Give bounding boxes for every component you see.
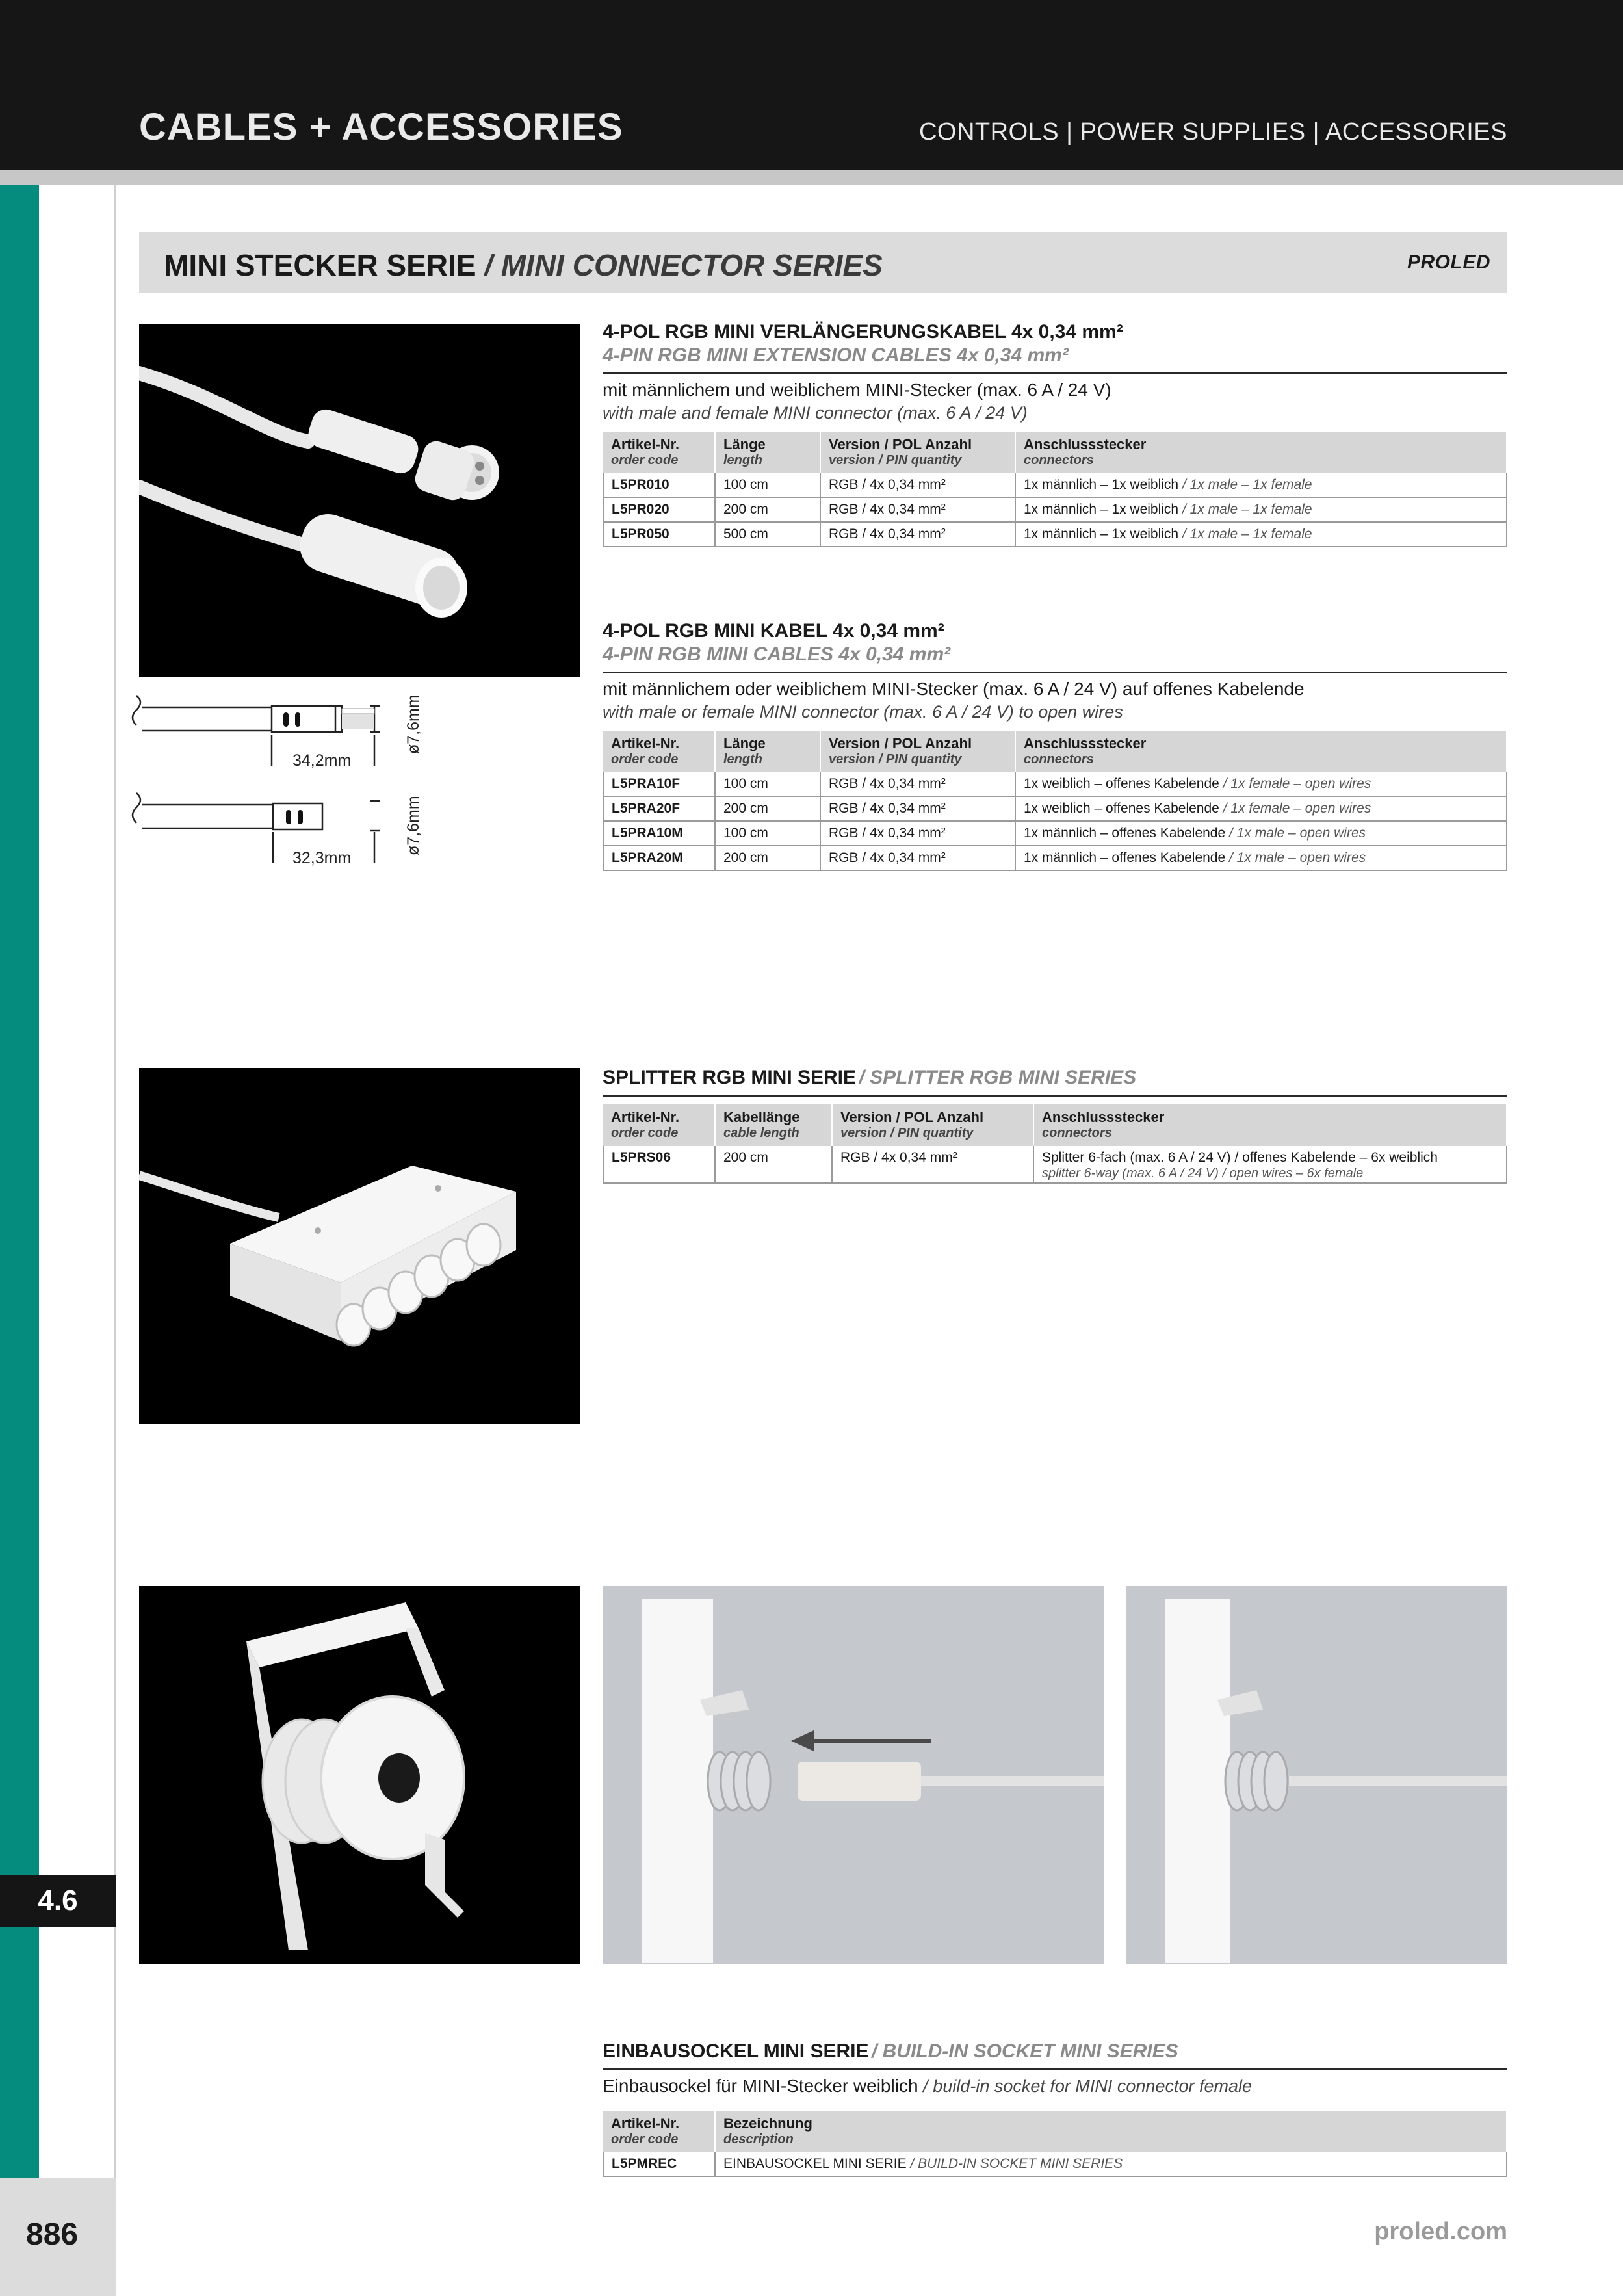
margin-line — [114, 185, 116, 2296]
version-cell: RGB / 4x 0,34 mm² — [820, 821, 1015, 846]
order-code: L5PR020 — [603, 497, 715, 522]
installation-photo-before — [603, 1586, 1104, 1964]
section-desc-de: mit männlichem und weiblichem MINI-Stecker (max. 6 A / 24 V) — [603, 380, 1111, 400]
col-header: Kabellänge cable length — [715, 1104, 832, 1146]
col-header: Artikel-Nr. order code — [603, 2111, 715, 2152]
table-header-row — [603, 2111, 1507, 2152]
connector-cell: 1x männlich – 1x weiblich / 1x male – 1x female — [1015, 473, 1507, 497]
section-title-en: 4-PIN RGB MINI EXTENSION CABLES 4x 0,34 mm² — [603, 345, 1069, 366]
table-header-row — [603, 432, 1507, 473]
order-code: L5PR010 — [603, 473, 715, 497]
section-desc-en: with male or female MINI connector (max. 6 A / 24 V) to open wires — [603, 702, 1123, 722]
order-code: L5PMREC — [603, 2152, 715, 2176]
dimension-length-2: 32,3mm — [292, 849, 352, 867]
connector-cell: 1x männlich – offenes Kabelende / 1x male – open wires — [1015, 821, 1507, 846]
product-table — [603, 432, 1507, 547]
order-code: L5PR050 — [603, 522, 715, 547]
splitter-section — [603, 1066, 1507, 1184]
col-header: Anschlussstecker connectors — [1015, 432, 1507, 473]
series-banner — [139, 232, 1507, 293]
dimension-diameter-1: ø7,6mm — [404, 694, 422, 754]
table-row — [603, 497, 1507, 522]
section-rule — [603, 1095, 1507, 1097]
col-header: Länge length — [715, 432, 820, 473]
product-table — [603, 731, 1507, 871]
section-title — [603, 1066, 1507, 1089]
order-code: L5PRA10M — [603, 821, 715, 846]
table-row — [603, 796, 1507, 821]
col-header: Version / POL Anzahl version / PIN quantity — [832, 1104, 1033, 1146]
length-cell: 100 cm — [715, 772, 820, 796]
length-cell: 200 cm — [715, 796, 820, 821]
version-cell: RGB / 4x 0,34 mm² — [820, 497, 1015, 522]
col-header: Bezeichnung description — [715, 2111, 1507, 2152]
connector-cell: 1x männlich – 1x weiblich / 1x male – 1x female — [1015, 497, 1507, 522]
section-title-de: SPLITTER RGB MINI SERIE — [603, 1067, 857, 1088]
brand-logo: PROLED — [1407, 252, 1490, 273]
product-table — [603, 2111, 1507, 2177]
series-title — [164, 248, 883, 283]
table-header-row — [603, 731, 1507, 772]
installation-photo-after — [1126, 1586, 1507, 1964]
product-table — [603, 1104, 1507, 1184]
length-cell: 200 cm — [715, 846, 820, 870]
header-divider — [0, 170, 1623, 185]
series-title-en: / MINI CONNECTOR SERIES — [484, 248, 883, 282]
section-desc-en: / build-in socket for MINI connector female — [923, 2076, 1253, 2096]
section-title-de: 4-POL RGB MINI KABEL 4x 0,34 mm² — [603, 620, 944, 642]
length-cell: 200 cm — [715, 497, 820, 522]
order-code: L5PRS06 — [603, 1146, 715, 1183]
length-cell: 200 cm — [715, 1146, 832, 1183]
version-cell: RGB / 4x 0,34 mm² — [820, 522, 1015, 547]
col-header: Version / POL Anzahl version / PIN quantity — [820, 432, 1015, 473]
section-title-de: EINBAUSOCKEL MINI SERIE — [603, 2041, 869, 2062]
col-header: Anschlussstecker connectors — [1015, 731, 1507, 772]
connector-cell: Splitter 6-fach (max. 6 A / 24 V) / offenes Kabelende – 6x weiblich splitter 6-way (max. 6 A / 24 V) / open wires – 6x female — [1033, 1146, 1507, 1183]
section-desc-de: Einbausockel für MINI-Stecker weiblich — [603, 2076, 918, 2096]
section-desc-de: mit männlichem oder weiblichem MINI-Stecker (max. 6 A / 24 V) auf offenes Kabelende — [603, 679, 1305, 699]
section-desc-en: with male and female MINI connector (max. 6 A / 24 V) — [603, 403, 1028, 423]
length-cell: 100 cm — [715, 473, 820, 497]
table-row — [603, 821, 1507, 846]
version-cell: RGB / 4x 0,34 mm² — [820, 796, 1015, 821]
table-row — [603, 846, 1507, 870]
section-rule — [603, 672, 1507, 673]
cable-section — [603, 620, 1507, 871]
section-title — [603, 2040, 1507, 2063]
col-header: Artikel-Nr. order code — [603, 731, 715, 772]
connector-cell: 1x weiblich – offenes Kabelende / 1x female – open wires — [1015, 796, 1507, 821]
dimension-diameter-2: ø7,6mm — [404, 796, 422, 855]
version-cell: RGB / 4x 0,34 mm² — [820, 473, 1015, 497]
series-title-de: MINI STECKER SERIE — [164, 248, 476, 282]
splitter-photo — [139, 1068, 580, 1424]
connector-cell: 1x weiblich – offenes Kabelende / 1x female – open wires — [1015, 772, 1507, 796]
order-code: L5PRA20F — [603, 796, 715, 821]
description-cell: EINBAUSOCKEL MINI SERIE / BUILD-IN SOCKET MINI SERIES — [715, 2152, 1507, 2176]
col-header: Artikel-Nr. order code — [603, 1104, 715, 1146]
connector-cell: 1x männlich – 1x weiblich / 1x male – 1x female — [1015, 522, 1507, 547]
table-row — [603, 522, 1507, 547]
table-row — [603, 473, 1507, 497]
col-header: Version / POL Anzahl version / PIN quantity — [820, 731, 1015, 772]
table-row — [603, 2152, 1507, 2176]
order-code: L5PRA20M — [603, 846, 715, 870]
page-title: CABLES + ACCESSORIES — [139, 106, 623, 148]
extension-cable-photo — [139, 324, 580, 677]
length-cell: 100 cm — [715, 821, 820, 846]
version-cell: RGB / 4x 0,34 mm² — [820, 772, 1015, 796]
section-title-en: / BUILD-IN SOCKET MINI SERIES — [871, 2041, 1178, 2062]
col-header: Artikel-Nr. order code — [603, 432, 715, 473]
section-rule — [603, 372, 1507, 374]
table-row — [603, 772, 1507, 796]
section-rule — [603, 2068, 1507, 2070]
table-header-row — [603, 1104, 1507, 1146]
category-nav: CONTROLS | POWER SUPPLIES | ACCESSORIES — [918, 118, 1507, 146]
col-header: Länge length — [715, 731, 820, 772]
page-number: 886 — [26, 2217, 79, 2252]
order-code: L5PRA10F — [603, 772, 715, 796]
table-row — [603, 1146, 1507, 1183]
version-cell: RGB / 4x 0,34 mm² — [820, 846, 1015, 870]
length-cell: 500 cm — [715, 522, 820, 547]
section-desc — [603, 2074, 1507, 2098]
connector-cell: 1x männlich – offenes Kabelende / 1x male – open wires — [1015, 846, 1507, 870]
col-header: Anschlussstecker connectors — [1033, 1104, 1507, 1146]
socket-section — [603, 2040, 1507, 2177]
section-title-de: 4-POL RGB MINI VERLÄNGERUNGSKABEL 4x 0,34 mm² — [603, 321, 1123, 343]
connector-drawings — [130, 689, 442, 871]
section-title-en: / SPLITTER RGB MINI SERIES — [859, 1067, 1137, 1088]
version-cell: RGB / 4x 0,34 mm² — [832, 1146, 1033, 1183]
chapter-badge: 4.6 — [0, 1875, 116, 1927]
footer-website: proled.com — [1374, 2218, 1507, 2245]
section-title-en: 4-PIN RGB MINI CABLES 4x 0,34 mm² — [603, 644, 951, 665]
extension-cable-section — [603, 320, 1507, 547]
socket-photo — [139, 1586, 580, 1964]
dimension-length-1: 34,2mm — [292, 751, 352, 770]
